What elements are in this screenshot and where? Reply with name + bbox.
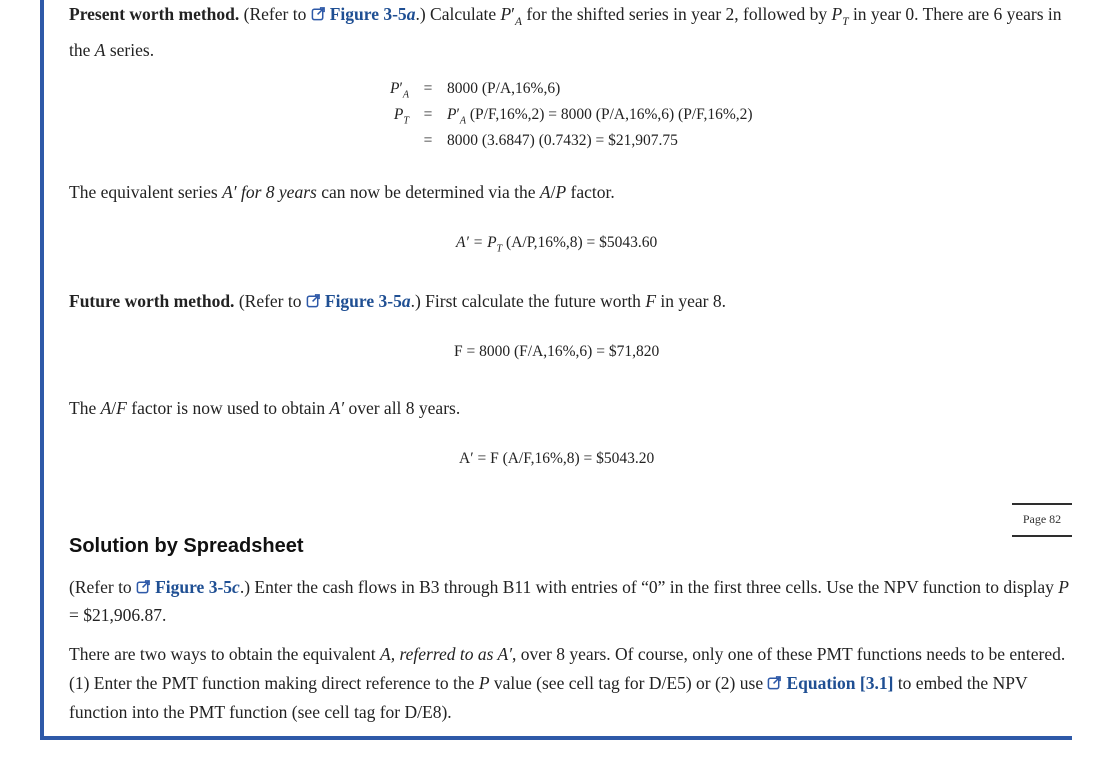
pa-symbol: $P'_A$ bbox=[500, 4, 522, 29]
equation-text: (P/F,16%,2) = 8000 (P/A,16%,6) (P/F,16%,2) bbox=[469, 106, 753, 123]
section-heading: Solution by Spreadsheet bbox=[69, 535, 304, 557]
equation-text: 8000 (P/A,16%,6) bbox=[447, 80, 561, 97]
figure-3-5a-link[interactable]: Figure 3-5a bbox=[311, 4, 416, 24]
future-worth-paragraph: Future worth method. (Refer to Figure 3-5a.) First calculate the future worth F in year 8. bbox=[69, 291, 726, 311]
equation-pt-value: = 8000 (3.6847) (0.7432) = $21,907.75 bbox=[423, 132, 678, 149]
external-link-icon bbox=[136, 579, 151, 594]
pmt-paragraph: There are two ways to obtain the equivalent A, referred to as A′, over 8 years. Of course, only one of these PMT functions needs to be entered. (1) Enter the PMT function making direct reference to the P value (see cell tag for D/E5) or (2) use Equation [3.1] to embed the NPV function into the PMT function (see cell tag for D/E8). bbox=[69, 644, 1066, 722]
external-link-icon bbox=[311, 6, 326, 21]
equation-pa: $P'_A = 8000$ (P/A,16%,6) bbox=[389, 80, 561, 101]
equation-pt: $P_T = P'_A$ (P/F,16%,2) = 8000 (P/A,16%,6) (P/F,16%,2) bbox=[393, 106, 753, 127]
future-worth-heading: Future worth method. bbox=[69, 291, 235, 311]
external-link-icon bbox=[306, 293, 321, 308]
present-worth-paragraph: Present worth method. (Refer to Figure 3-5a.) Calculate $P'_A$ for the shifted series in year 2, followed by $P_T$ in year 0. There are 6 years in the A series. bbox=[69, 0, 1069, 64]
equivalent-series-paragraph: The equivalent series A′ for 8 years can now be determined via the A/P factor. bbox=[69, 182, 615, 202]
figure-3-5c-link[interactable]: Figure 3-5c bbox=[136, 577, 240, 597]
content-frame bbox=[40, 0, 1072, 740]
equation-f: F = 8000 (F/A,16%,6) = $71,820 bbox=[454, 343, 660, 360]
present-worth-heading: Present worth method. bbox=[69, 4, 240, 24]
figure-3-5a-link-2[interactable]: Figure 3-5a bbox=[306, 291, 411, 311]
external-link-icon bbox=[767, 675, 782, 690]
page-marker: Page 82 bbox=[1012, 503, 1072, 537]
af-factor-paragraph: The A/F factor is now used to obtain A′ over all 8 years. bbox=[69, 398, 461, 418]
equation-3-1-link[interactable]: Equation [3.1] bbox=[767, 673, 893, 693]
spreadsheet-paragraph: (Refer to Figure 3-5c.) Enter the cash flows in B3 through B11 with entries of “0” in the first three cells. Use the NPV function to display P = $21,906.87. bbox=[69, 577, 1069, 625]
equation-text: 8000 (3.6847) (0.7432) = $21,907.75 bbox=[447, 132, 678, 149]
equation-a-prime-af: A′ = F (A/F,16%,8) = $5043.20 bbox=[459, 450, 655, 467]
text: (Refer to bbox=[239, 4, 311, 24]
equation-a-prime-ap: $A' = P_T$ (A/P,16%,8) = $5043.60 bbox=[456, 234, 658, 255]
